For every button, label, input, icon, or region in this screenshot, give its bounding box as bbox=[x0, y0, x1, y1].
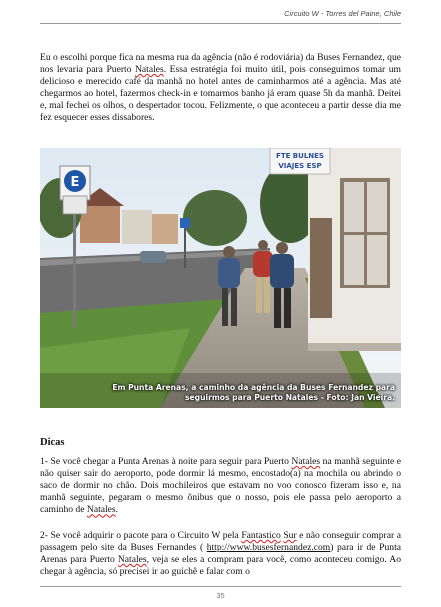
caption-line-2: seguirmos para Puerto Natales - Foto: Jan Vieira. bbox=[184, 393, 395, 402]
store-sign-line2: VIAJES ESP bbox=[278, 162, 322, 170]
tip-2-paragraph bbox=[40, 530, 401, 578]
page-number: 35 bbox=[216, 591, 225, 600]
text-run: 2- Se você adquirir o pacote para o Circuito W pela bbox=[40, 530, 242, 541]
text-run: na manhã seguinte e não quiser sair do aeroporto, pode dormir lá mesmo, encostado(a) na mochila ou abrindo o saco de dormir no chão. Dois mochileiros que estavam no voo conosco fizeram isso e, na manhã seguinte, pegaram o mesmo ônibus que o nosso, pois ele passa pelo aeroporto a caminho de bbox=[40, 456, 402, 516]
photo-caption bbox=[112, 383, 395, 403]
buses-fernandez-link[interactable]: http://www.busesfernandez.com bbox=[206, 542, 331, 554]
spellcheck-word: Natales bbox=[117, 554, 147, 566]
spellcheck-word: Natales bbox=[135, 64, 164, 76]
text-run: . Essa estratégia foi muito útil, pois conseguimos tomar um delicioso e merecido café da manhã no hotel antes de caminharmos até a agência. Mas até chegarmos ao hotel, fazermos check-in e tomarmos banho já eram quase 5h da manhã. Deitei e, mal fechei os olhos, o despertador tocou. Felizmente, o que aconteceu a partir desse dia me fez esquecer esses dissabores. bbox=[40, 64, 401, 124]
caption-line-1: Em Punta Arenas, a caminho da agência da Buses Fernandez para bbox=[112, 383, 395, 392]
street-photo bbox=[40, 148, 401, 408]
footer-divider bbox=[40, 586, 401, 587]
spellcheck-word: Natales bbox=[291, 456, 321, 467]
text-run: . bbox=[115, 504, 119, 516]
text-run: , veja se eles a compram para você, como aconteceu comigo. Ao chegar à agência, só precisei ir ao guichê e falar com o bbox=[40, 554, 402, 578]
running-header: Circuito W - Torres del Paine, Chile bbox=[284, 9, 401, 18]
section-title: Dicas bbox=[40, 437, 65, 448]
tip-1-paragraph bbox=[40, 456, 401, 516]
store-sign-line1: FTE BULNES bbox=[276, 152, 324, 160]
street-scene-illustration bbox=[40, 148, 401, 408]
intro-paragraph bbox=[40, 52, 401, 125]
header-divider bbox=[40, 23, 401, 24]
text-run: Eu o escolhi porque fica na mesma rua da agência (não é rodoviária) da Buses Fernandez, que nos levaria para Puerto bbox=[40, 52, 401, 76]
text-run: ) para ir de Punta Arenas para Puerto bbox=[40, 542, 401, 566]
text-run: e não conseguir comprar a passagem pelo site da Buses Fernandes ( bbox=[40, 530, 401, 554]
parking-sign-letter: E bbox=[70, 175, 80, 190]
spellcheck-word: Natales bbox=[86, 504, 116, 516]
text-run: 1- Se você chegar a Punta Arenas à noite para seguir para Puerto bbox=[40, 456, 292, 467]
spellcheck-word: Fantastico bbox=[241, 530, 281, 541]
spellcheck-word: Sur bbox=[283, 530, 297, 541]
